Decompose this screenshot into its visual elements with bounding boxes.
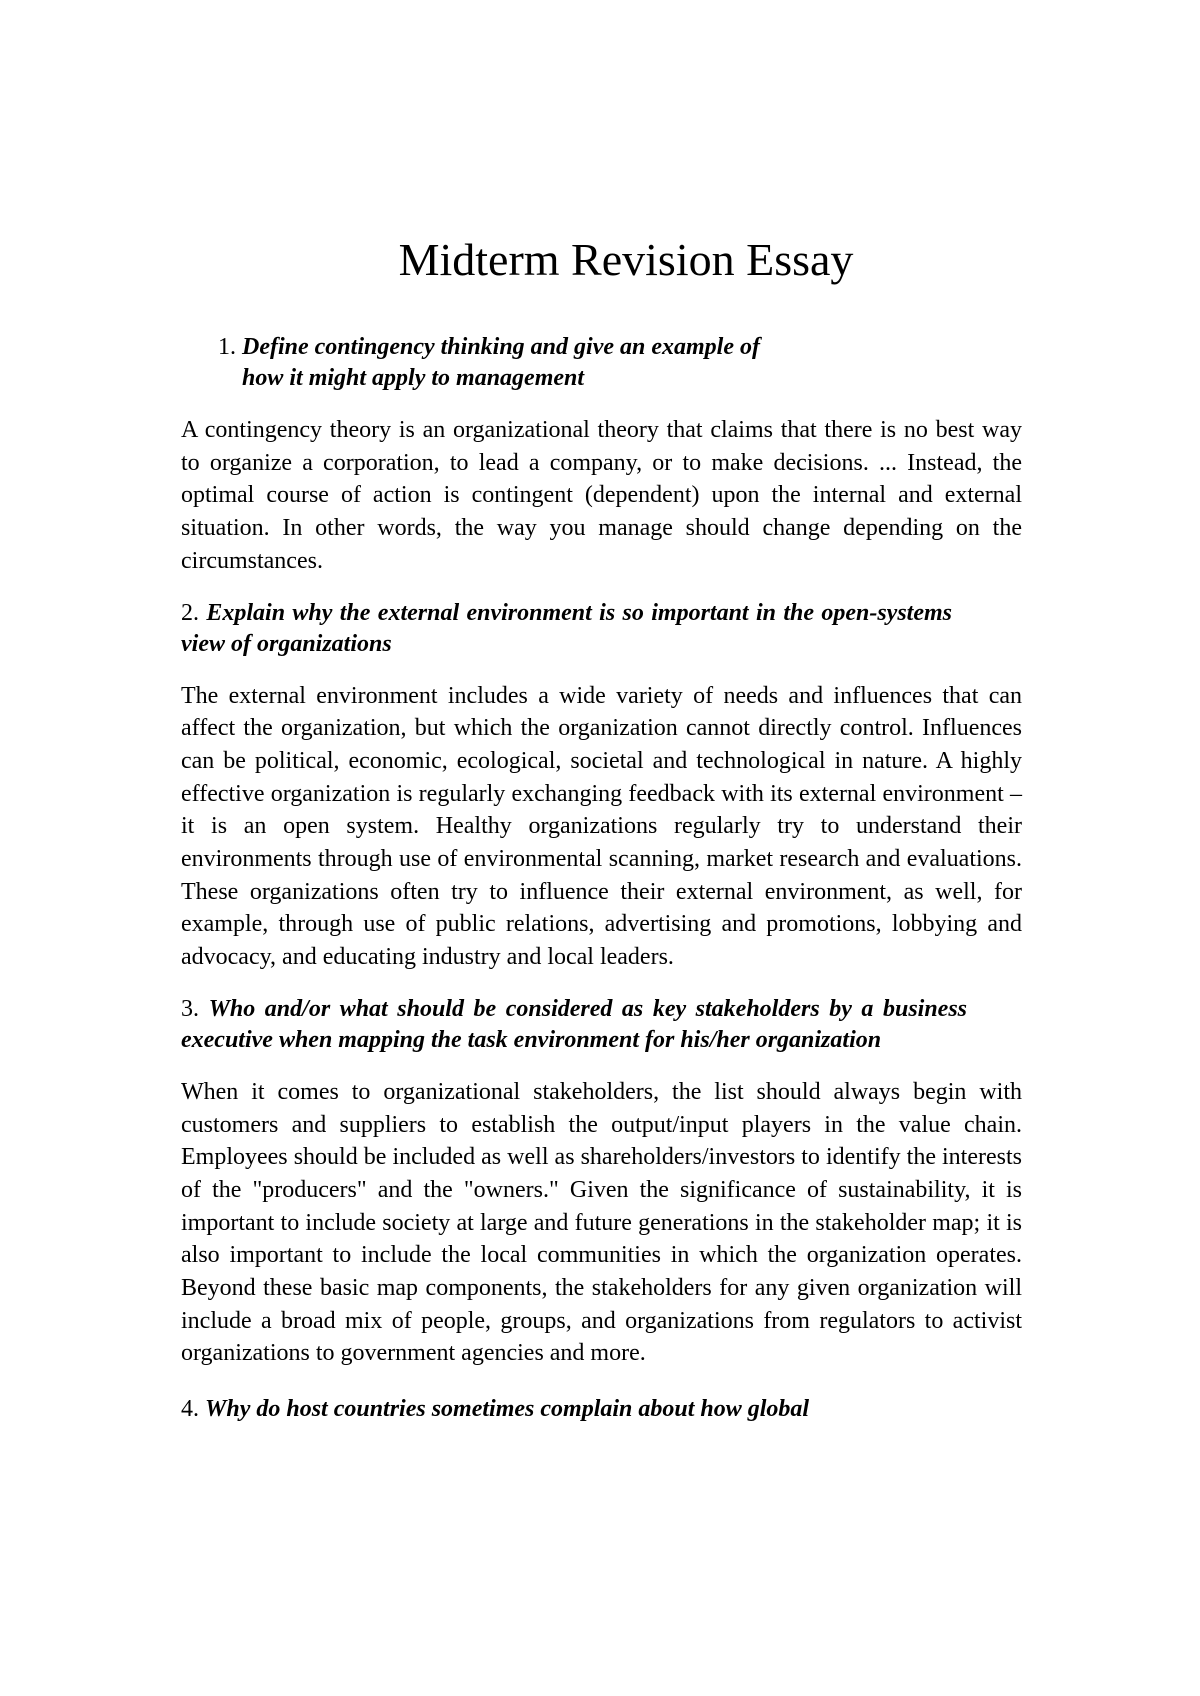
question-text: Define contingency thinking and give an example of how it might apply to management xyxy=(242,334,760,391)
question-number: 4. xyxy=(181,1396,205,1423)
question-text: Explain why the external environment is so important in the open-systems view of organizations xyxy=(181,599,952,657)
page-title: Midterm Revision Essay xyxy=(398,234,854,285)
question-number: 3. xyxy=(181,995,209,1022)
answer-3: When it comes to organizational stakeholders, the list should always begin with customers and suppliers to establish the output/input players in the value chain. Employees should be included as well as shareholders/investors to identify the interests of the "producers" and the "owners." Given the significance of sustainability, it is important to include society at large and future generations in the stakeholder map; it is also important to include the local communities in which the organization operates. Beyond these basic map components, the stakeholders for any given organization will include a broad mix of people, groups, and organizations from regulators to activist organizations to government agencies and more. xyxy=(181,1078,1022,1367)
question-2 xyxy=(181,598,1022,660)
question-text: Why do host countries sometimes complain about how global xyxy=(205,1396,810,1423)
answer-1: A contingency theory is an organizational theory that claims that there is no best way to organize a corporation, to lead a company, or to make decisions. ... Instead, the optimal course of action is contingent (dependent) upon the internal and external situation. In other words, the way you manage should change depending on the circumstances. xyxy=(181,417,1022,574)
question-text: Who and/or what should be considered as key stakeholders by a business executive when mapping the task environment for his/her organization xyxy=(181,995,968,1053)
question-4 xyxy=(181,1394,1022,1425)
answer-2: The external environment includes a wide variety of needs and influences that can affect the organization, but which the organization cannot directly control. Influences can be political, economic, ecological, societal and technological in nature. A highly effective organization is regularly exchanging feedback with its external environment – it is an open system. Healthy organizations regularly try to understand their environments through use of environmental scanning, market research and evaluations. These organizations often try to influence their external environment, as well, for example, through use of public relations, advertising and promotions, lobbying and advocacy, and educating industry and local leaders. xyxy=(181,682,1022,971)
essay-body xyxy=(181,332,1022,1425)
question-number: 1. xyxy=(218,334,242,360)
question-number: 2. xyxy=(181,599,207,626)
question-3 xyxy=(181,994,1022,1056)
question-1 xyxy=(181,332,938,394)
